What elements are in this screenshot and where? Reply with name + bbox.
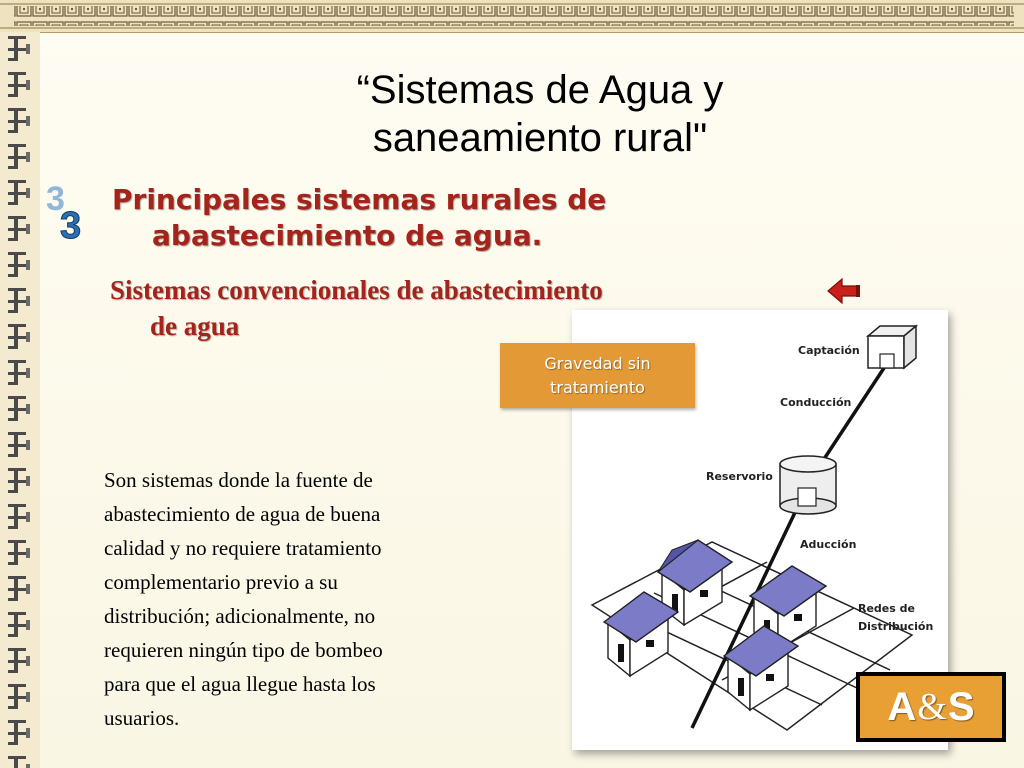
label-redes-distribucion: Redes de Distribución: [858, 602, 934, 633]
callout-line-2: tratamiento: [550, 377, 645, 397]
body-line: abastecimiento de agua de buena: [104, 502, 381, 526]
decorative-left-border: [0, 32, 40, 768]
title-line-2: saneamiento rural": [372, 116, 708, 160]
title-line-1: “Sistemas de Agua y: [356, 68, 724, 112]
captacion-box: [868, 326, 916, 368]
as-logo-inner: [860, 676, 1002, 738]
callout-gravedad-sin-tratamiento: [500, 343, 695, 408]
slide-title: [190, 66, 890, 162]
label-captacion: Captación: [798, 344, 860, 357]
logo-letter-a: A: [887, 684, 917, 729]
body-line: calidad y no requiere tratamiento: [104, 536, 382, 560]
decorative-top-border: [0, 0, 1024, 33]
body-line: usuarios.: [104, 706, 180, 730]
body-line: requieren ningún tipo de bombeo: [104, 638, 383, 662]
as-logo: [856, 672, 1006, 742]
badge-number-back: 3: [46, 180, 65, 218]
badge-number-front: 3: [60, 205, 82, 246]
label-reservorio: Reservorio: [706, 470, 773, 483]
label-aduccion: Aducción: [800, 538, 857, 551]
heading2-line-1: Sistemas convencionales de abastecimiento: [110, 275, 603, 305]
number-three-icon: [44, 176, 96, 246]
logo-ampersand: &: [917, 686, 947, 728]
body-line: distribución; adicionalmente, no: [104, 604, 376, 628]
heading2-line-2: de agua: [150, 311, 240, 341]
back-arrow-icon[interactable]: [826, 276, 862, 306]
body-line: Son sistemas donde la fuente de: [104, 468, 373, 492]
body-paragraph: [104, 463, 499, 735]
label-conduccion: Conducción: [780, 396, 852, 409]
body-line: para que el agua llegue hasta los: [104, 672, 376, 696]
callout-line-1: Gravedad sin: [544, 353, 651, 373]
reservorio-tank: [780, 456, 836, 514]
logo-letter-s: S: [947, 684, 975, 729]
body-line: complementario previo a su: [104, 570, 338, 594]
section-heading: [112, 182, 752, 254]
heading1-line-2: abastecimiento de agua.: [152, 219, 543, 252]
heading1-line-1: Principales sistemas rurales de: [112, 183, 607, 216]
